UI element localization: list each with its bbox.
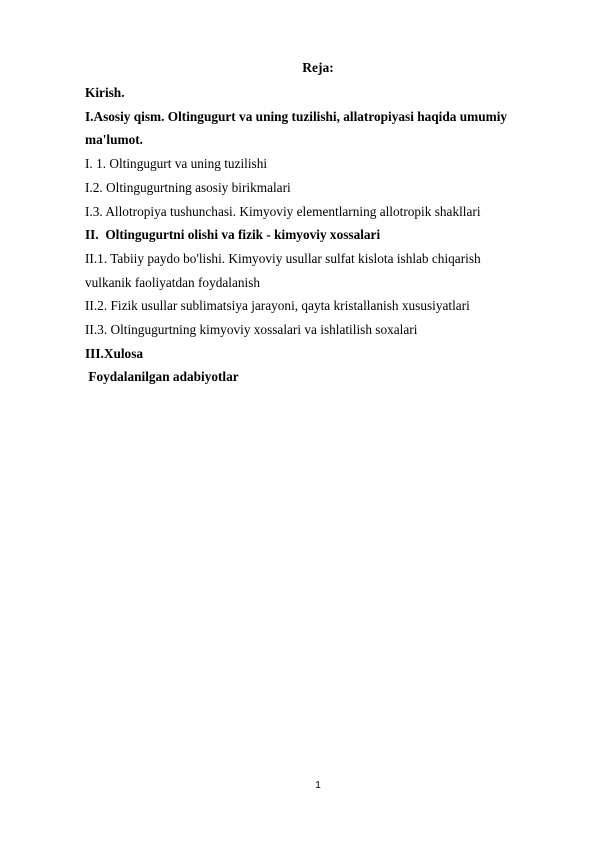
toc-section-2-heading: II. Oltingugurtni olishi va fizik - kimyoviy xossalari	[85, 227, 381, 243]
toc-item-2-1: II.1. Tabiiy paydo bo'lishi. Kimyoviy usullar sulfat kislota ishlab chiqarish	[85, 250, 481, 266]
toc-item-2-1-continued: vulkanik faoliyatdan foydalanish	[85, 274, 261, 290]
page-number: 1	[315, 780, 321, 791]
toc-item-1-3: I.3. Allotropiya tushunchasi. Kimyoviy elementlarning allotropik shakllari	[85, 203, 481, 219]
toc-conclusion: III.Xulosa	[85, 345, 144, 361]
table-of-contents	[85, 81, 545, 389]
toc-item-2-3: II.3. Oltingugurtning kimyoviy xossalari va ishlatilish soxalari	[85, 322, 418, 338]
toc-item-1-2: I.2. Oltingugurtning asosiy birikmalari	[85, 179, 291, 195]
toc-references: Foydalanilgan adabiyotlar	[85, 369, 239, 385]
toc-introduction: Kirish.	[85, 85, 125, 100]
toc-item-2-2: II.2. Fizik usullar sublimatsiya jarayoni, qayta kristallanish xususiyatlari	[85, 298, 470, 314]
page-title: Reja:	[302, 60, 334, 75]
toc-item-1-1: I. 1. Oltingugurt va uning tuzilishi	[85, 156, 268, 172]
toc-section-1-heading-continued: ma'lumot.	[85, 132, 143, 148]
toc-section-1-heading: I.Asosiy qism. Oltingugurt va uning tuzilishi, allatropiyasi haqida umumiy	[85, 108, 508, 124]
